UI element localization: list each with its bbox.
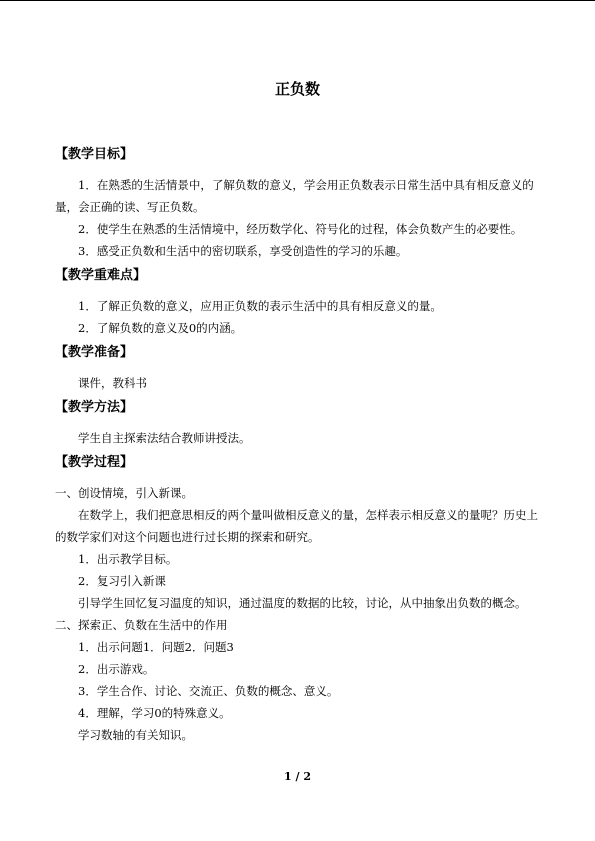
process-part2-item-1: 1．出示问题1．问题2．问题3 xyxy=(78,640,234,654)
document-body xyxy=(55,145,545,746)
method-text: 学生自主探索法结合教师讲授法。 xyxy=(78,431,251,445)
process-part2-tail: 学习数轴的有关知识。 xyxy=(78,728,193,742)
page-top-rule xyxy=(0,0,595,1)
section-heading-method: 【教学方法】 xyxy=(55,400,134,415)
section-heading-process: 【教学过程】 xyxy=(55,455,134,470)
goal-item-2: 2．使学生在熟悉的生活情境中，经历数学化、符号化的过程，体会负数产生的必要性。 xyxy=(78,222,523,236)
process-part2-title: 二、探索正、负数在生活中的作用 xyxy=(55,618,228,632)
process-part2-item-2: 2．出示游戏。 xyxy=(78,662,155,676)
process-part1-intro: 在数学上，我们把意思相反的两个量叫做相反意义的量，怎样表示相反意义的量呢？历史上的数学家们对这个问题也进行过长期的探索和研究。 xyxy=(55,508,538,544)
process-part1-title: 一、创设情境，引入新课。 xyxy=(55,486,193,500)
section-heading-key-points: 【教学重难点】 xyxy=(55,268,147,283)
key-point-item-2: 2．了解负数的意义及0的内涵。 xyxy=(78,321,243,335)
process-part1-item-1: 1．出示教学目标。 xyxy=(78,552,178,566)
section-heading-goals: 【教学目标】 xyxy=(55,147,134,162)
key-point-item-1: 1．了解正负数的意义，应用正负数的表示生活中的具有相反意义的量。 xyxy=(78,299,442,313)
process-part1-guide: 引导学生回忆复习温度的知识，通过温度的数据的比较，讨论，从中抽象出负数的概念。 xyxy=(78,596,527,610)
section-heading-preparation: 【教学准备】 xyxy=(55,345,134,360)
preparation-text: 课件，教科书 xyxy=(78,376,147,390)
document-title: 正负数 xyxy=(274,80,320,98)
goal-item-3: 3．感受正负数和生活中的密切联系，享受创造性的学习的乐趣。 xyxy=(78,244,408,258)
process-part2-item-3: 3．学生合作、讨论、交流正、负数的概念、意义。 xyxy=(78,684,339,698)
goal-item-1: 1．在熟悉的生活情景中，了解负数的意义，学会用正负数表示日常生活中具有相反意义的量，会正确的读、写正负数。 xyxy=(55,178,534,214)
page-number: 1 / 2 xyxy=(284,770,311,783)
process-part1-item-2: 2．复习引入新课 xyxy=(78,574,166,588)
process-part2-item-4: 4．理解，学习0的特殊意义。 xyxy=(78,706,231,720)
